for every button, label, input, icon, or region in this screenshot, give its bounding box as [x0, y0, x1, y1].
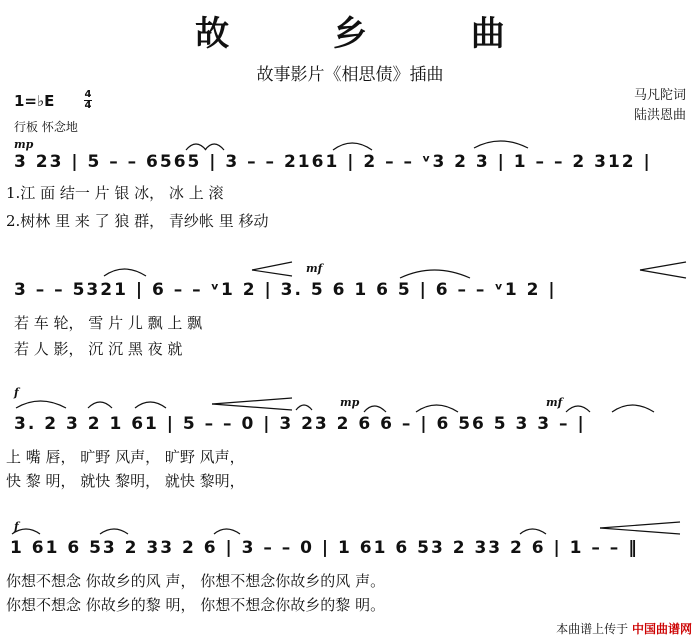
slur-mark: [214, 529, 240, 534]
meter-top: 4: [84, 89, 92, 100]
tempo-marking: 行板 怀念地: [14, 120, 78, 134]
song-title: 故 乡 曲: [195, 14, 551, 54]
slur-mark: [333, 143, 372, 150]
dynamic-marking: f: [14, 520, 19, 533]
dynamic-marking: mp: [14, 138, 34, 151]
crescendo-hairpin: [640, 270, 686, 278]
lyrics-line-4-verse-2: 你想不想念 你故乡的黎 明， 你想不想念你故乡的黎 明。: [6, 596, 386, 614]
slur-mark: [186, 144, 206, 150]
slur-mark: [416, 405, 458, 412]
footer-credit: [556, 620, 692, 637]
crescendo-hairpin: [600, 522, 680, 528]
notation-line-1: 3 23 | 5 – – 6565 | 3 – – 2161 | 2 – – ᵛ3 2 3 | 1 – – 2 312 |: [14, 152, 652, 172]
meter-bottom: 4: [84, 100, 92, 111]
lyrics-line-4-verse-1: 你想不想念 你故乡的风 声， 你想不想念你故乡的风 声。: [6, 572, 386, 590]
diminuendo-hairpin: [212, 398, 292, 404]
crescendo-hairpin: [640, 262, 686, 270]
crescendo-hairpin: [252, 270, 292, 276]
lyrics-line-1-verse-2: 2.树林 里 来 了 狼 群， 青纱帐 里 移动: [6, 212, 269, 230]
crescendo-hairpin: [252, 262, 292, 270]
slur-mark: [100, 529, 128, 534]
dynamic-marking: mf: [546, 396, 563, 409]
lyrics-line-3-verse-2: 快 黎 明， 就快 黎明， 就快 黎明，: [6, 472, 245, 490]
lyrics-line-1-verse-1: 1.江 面 结一 片 银 冰， 冰 上 滚: [6, 184, 224, 202]
slur-mark: [205, 144, 224, 150]
dynamic-marking: f: [14, 386, 19, 399]
slur-mark: [612, 405, 654, 412]
slur-mark: [104, 269, 146, 276]
composer-credit: 陆洪恩曲: [633, 108, 686, 123]
lyrics-line-2-verse-2: 若 人 影， 沉 沉 黑 夜 就: [14, 340, 183, 358]
slur-mark: [16, 401, 66, 408]
slur-mark: [566, 406, 590, 412]
key-signature: 1=♭E: [14, 92, 55, 110]
lyrics-line-2-verse-1: 若 车 轮， 雪 片 儿 飘 上 飘: [14, 314, 203, 332]
lyricist-credit: 马凡陀词: [633, 88, 686, 103]
lyrics-line-3-verse-1: 上 嘴 唇， 旷野 风声， 旷野 风声，: [6, 448, 245, 466]
fermata-mark: [296, 405, 312, 410]
notation-line-3: 3. 2 3 2 1 61 | 5 – – 0 | 3 23 2 6 6 – | 6 56 5 3 3 – |: [14, 414, 586, 434]
slur-mark: [474, 141, 528, 148]
dynamic-marking: mf: [306, 262, 323, 275]
slur-mark: [135, 402, 166, 408]
slur-mark: [88, 402, 112, 408]
slur-mark: [12, 529, 40, 534]
notation-line-2: 3 – – 5321 | 6 – – ᵛ1 2 | 3. 5 6 1 6 5 | 6 – – ᵛ1 2 |: [14, 280, 557, 300]
site-logo[interactable]: 中国曲谱网: [631, 622, 692, 636]
slur-mark: [400, 270, 470, 278]
diminuendo-hairpin: [212, 404, 292, 410]
footer-text: 本曲谱上传于: [556, 622, 629, 636]
song-subtitle: 故事影片《相思债》插曲: [256, 65, 444, 85]
crescendo-hairpin: [600, 528, 680, 534]
slur-mark: [364, 406, 386, 412]
notation-line-4: 1 61 6 53 2 33 2 6 | 3 – – 0 | 1 61 6 53 2 33 2 6 | 1 – – ‖: [10, 538, 639, 558]
dynamic-marking: mp: [340, 396, 360, 409]
slur-mark: [520, 529, 546, 534]
